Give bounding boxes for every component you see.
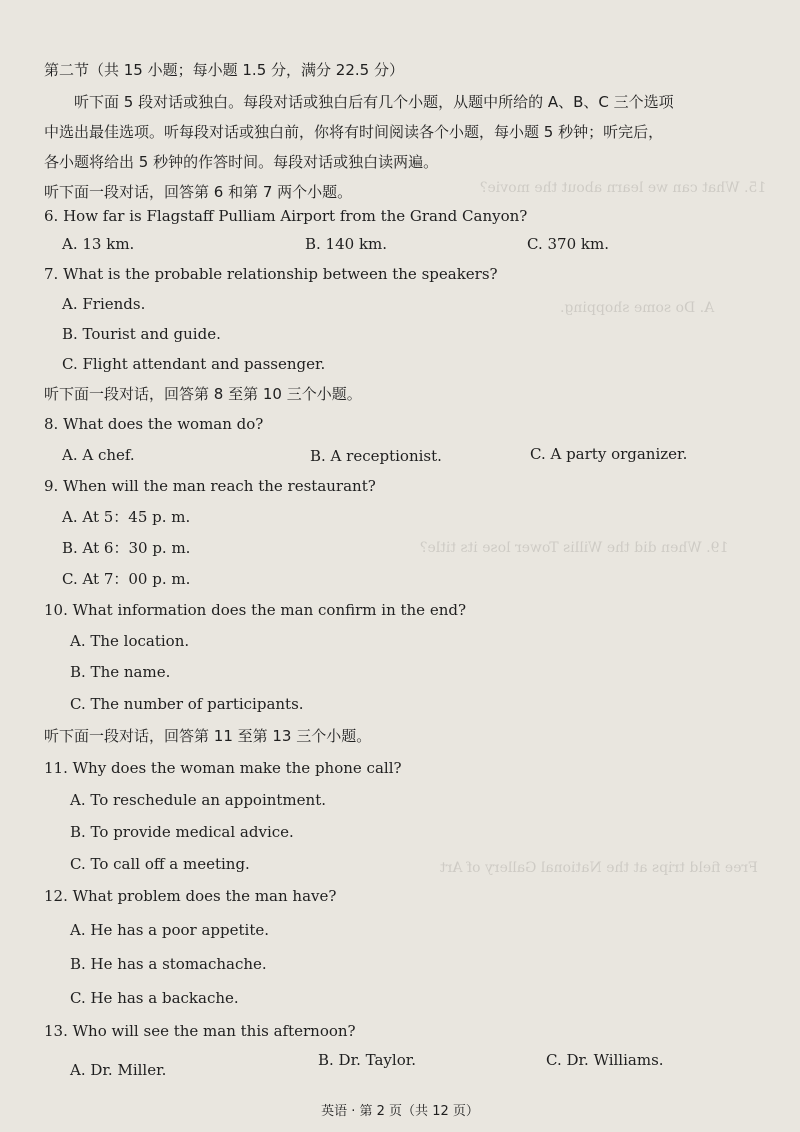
question-stem: 11. Why does the woman make the phone call? — [44, 759, 402, 777]
option-b: B. At 6：30 p. m. — [62, 539, 191, 557]
option-a: A. Friends. — [62, 295, 146, 313]
option-a: A. Dr. Miller. — [70, 1061, 167, 1079]
group-intro: 听下面一段对话，回答第 11 至第 13 三个小题。 — [44, 727, 372, 745]
option-a: A. A chef. — [62, 446, 135, 464]
bleed-through: 15. What can we learn about the movie? — [480, 180, 767, 196]
question-stem: 7. What is the probable relationship between the speakers? — [44, 265, 498, 283]
group-intro: 听下面一段对话，回答第 8 至第 10 三个小题。 — [44, 385, 362, 403]
group-intro: 听下面一段对话，回答第 6 和第 7 两个小题。 — [44, 183, 353, 201]
option-c: C. Flight attendant and passenger. — [62, 355, 326, 373]
page-footer: 英语 · 第 2 页（共 12 页） — [321, 1104, 479, 1119]
option-c: C. He has a backache. — [70, 989, 239, 1007]
instructions-line: 中选出最佳选项。听每段对话或独白前，你将有时间阅读各个小题，每小题 5 秒钟；听完后， — [44, 123, 664, 141]
question-stem: 9. When will the man reach the restaurant? — [44, 477, 376, 495]
bleed-through: 19. When did the Willis Tower lose its title? — [420, 540, 729, 556]
option-b: B. The name. — [70, 663, 171, 681]
option-a: A. He has a poor appetite. — [70, 921, 269, 939]
question-stem: 13. Who will see the man this afternoon? — [44, 1022, 356, 1040]
question-stem: 8. What does the woman do? — [44, 415, 264, 433]
question-stem: 10. What information does the man confirm in the end? — [44, 601, 467, 619]
option-c: C. At 7：00 p. m. — [62, 570, 191, 588]
instructions-line: 各小题将给出 5 秒钟的作答时间。每段对话或独白读两遍。 — [44, 153, 439, 171]
question-stem: 12. What problem does the man have? — [44, 887, 337, 905]
option-c: C. Dr. Williams. — [546, 1051, 664, 1069]
option-b: B. Tourist and guide. — [62, 325, 221, 343]
option-b: B. To provide medical advice. — [70, 823, 294, 841]
bleed-through: Free field trips at the National Gallery of Art — [440, 860, 758, 876]
option-c: C. 370 km. — [527, 235, 609, 253]
instructions-line: 听下面 5 段对话或独白。每段对话或独白后有几个小题，从题中所给的 A、B、C 三个选项 — [74, 93, 674, 111]
section-header: 第二节（共 15 小题；每小题 1.5 分，满分 22.5 分） — [44, 61, 404, 79]
option-b: B. He has a stomachache. — [70, 955, 267, 973]
option-a: A. The location. — [70, 632, 190, 650]
option-a: A. 13 km. — [62, 235, 135, 253]
bleed-through: A. Do some shopping. — [560, 300, 715, 316]
option-b: B. Dr. Taylor. — [318, 1051, 417, 1069]
option-c: C. The number of participants. — [70, 695, 304, 713]
option-c: C. To call off a meeting. — [70, 855, 250, 873]
option-a: A. At 5：45 p. m. — [62, 508, 191, 526]
option-b: B. A receptionist. — [310, 447, 442, 465]
option-a: A. To reschedule an appointment. — [70, 791, 326, 809]
question-stem: 6. How far is Flagstaff Pulliam Airport from the Grand Canyon? — [44, 207, 528, 225]
option-c: C. A party organizer. — [530, 445, 688, 463]
option-b: B. 140 km. — [305, 235, 388, 253]
